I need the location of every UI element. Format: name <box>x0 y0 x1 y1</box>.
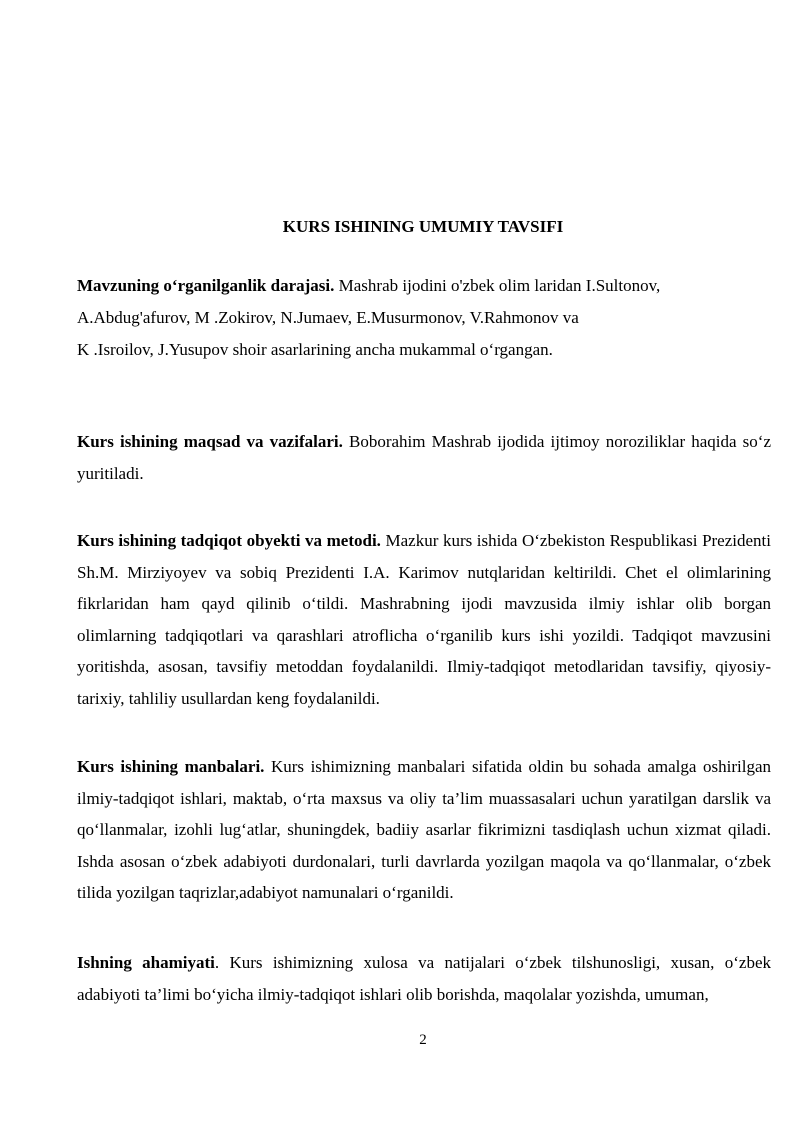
section-object-method-label: Kurs ishining tadqiqot obyekti va metodi. <box>77 531 381 550</box>
section-goals <box>77 426 771 489</box>
section-object-method-text: Mazkur kurs ishida O‘zbekiston Respublikasi Prezidenti Sh.M. Mirziyoyev va sobiq Prezidenti I.A. Karimov nutqlaridan keltirildi. Chet el olimlarining fikrlaridan ham qayd qilinib o‘tildi. Mashrabning ijodi mavzusida ilmiy ishlar olib borgan olimlarning tadqiqotlari va qarashlari atroflicha o‘rganilib kurs ishi yozildi. Tadqiqot mavzusini yoritishda, asosan, tavsifiy metoddan foydalanildi. Ilmiy-tadqiqot metodlaridan tavsifiy, qiyosiy-tarixiy, tahliliy usullardan keng foydalanildi. <box>77 531 771 708</box>
section-study-level <box>77 270 771 366</box>
section-significance-label: Ishning ahamiyati <box>77 953 215 972</box>
section-significance-text: . Kurs ishimizning xulosa va natijalari o‘zbek tilshunosligi, xusan, o‘zbek adabiyoti ta’limi bo‘yicha ilmiy-tadqiqot ishlari olib borishda, maqolalar yozishda, umuman, <box>77 953 771 1004</box>
page-number: 2 <box>419 1032 427 1048</box>
section-study-level-line-1 <box>77 270 771 302</box>
section-significance <box>77 947 771 1010</box>
section-study-level-label: Mavzuning o‘rganilganlik darajasi. <box>77 276 335 295</box>
section-sources-label: Kurs ishining manbalari. <box>77 757 265 776</box>
section-sources-text: Kurs ishimizning manbalari sifatida oldin bu sohada amalga oshirilgan ilmiy-tadqiqot ishlari, maktab, o‘rta maxsus va oliy ta’lim muassasalari uchun yaratilgan darslik va qo‘llanmalar, izohli lug‘atlar, shuningdek, badiiy asarlar fikrimizni tasdiqlash uchun xizmat qiladi. Ishda asosan o‘zbek adabiyoti durdonalari, turli davrlarda yozilgan maqola va qo‘llanmalar, o‘zbek tilida yozilgan taqrizlar,adabiyot namunalari o‘rganildi. <box>77 757 771 902</box>
section-goals-label: Kurs ishining maqsad va vazifalari. <box>77 432 343 451</box>
section-goals-text: Boborahim Mashrab ijodida ijtimoy noroziliklar haqida so‘z yuritiladi. <box>77 432 771 483</box>
section-study-level-text-1: Mashrab ijodini o'zbek olim laridan I.Sultonov, <box>334 276 661 295</box>
page-title: KURS ISHINING UMUMIY TAVSIFI <box>282 217 564 236</box>
section-study-level-line-3: K .Isroilov, J.Yusupov shoir asarlarining ancha mukammal o‘rgangan. <box>77 340 553 359</box>
section-study-level-line-2: A.Abdug'afurov, M .Zokirov, N.Jumaev, E.Musurmonov, V.Rahmonov va <box>77 308 579 327</box>
section-object-method <box>77 525 771 714</box>
section-sources <box>77 751 771 909</box>
